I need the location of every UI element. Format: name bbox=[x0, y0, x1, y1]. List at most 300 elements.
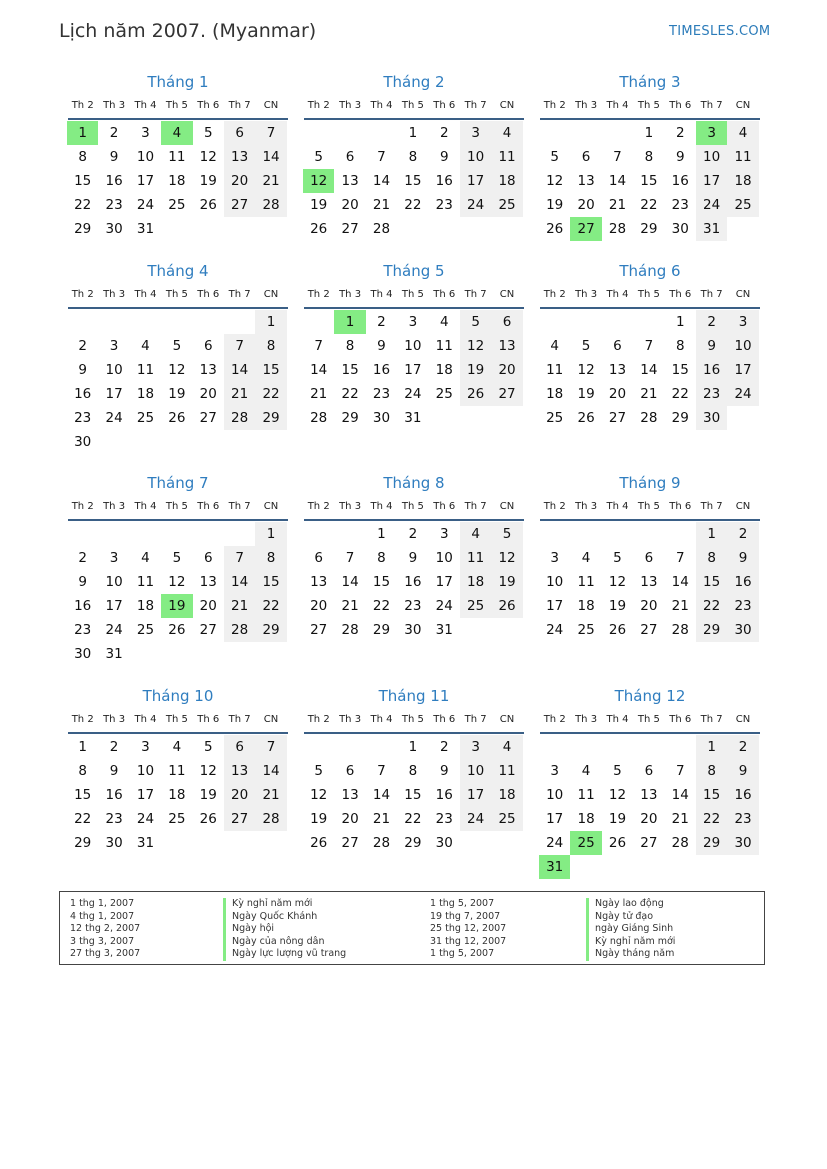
day-cell[interactable]: 12 bbox=[199, 763, 217, 779]
day-cell[interactable]: 13 bbox=[640, 787, 658, 803]
day-cell[interactable]: 20 bbox=[640, 811, 658, 827]
day-cell[interactable]: 31 bbox=[435, 622, 453, 638]
day-cell[interactable]: 19 bbox=[168, 386, 186, 402]
day-cell[interactable]: 4 bbox=[172, 739, 182, 755]
day-cell[interactable]: 28 bbox=[224, 406, 255, 430]
day-cell[interactable]: 6 bbox=[644, 763, 654, 779]
day-cell[interactable]: 5 bbox=[172, 550, 182, 566]
day-cell[interactable]: 25 bbox=[491, 807, 522, 831]
day-cell[interactable]: 13 bbox=[224, 145, 255, 169]
day-cell[interactable]: 24 bbox=[546, 835, 564, 851]
day-cell[interactable]: 20 bbox=[608, 386, 627, 402]
day-cell[interactable]: 19 bbox=[310, 197, 328, 213]
day-cell[interactable]: 18 bbox=[136, 386, 155, 402]
day-cell[interactable]: 26 bbox=[168, 622, 186, 638]
day-cell[interactable]: 24 bbox=[460, 193, 491, 217]
day-cell[interactable]: 25 bbox=[136, 622, 155, 638]
day-cell[interactable]: 15 bbox=[74, 787, 92, 803]
day-cell[interactable]: 21 bbox=[671, 598, 689, 614]
day-cell[interactable]: 22 bbox=[696, 594, 727, 618]
day-cell[interactable]: 15 bbox=[74, 173, 92, 189]
day-cell[interactable]: 5 bbox=[491, 522, 522, 546]
day-cell[interactable]: 30 bbox=[404, 622, 422, 638]
day-cell[interactable]: 13 bbox=[341, 787, 359, 803]
day-cell[interactable]: 21 bbox=[640, 386, 658, 402]
day-cell[interactable]: 18 bbox=[168, 173, 186, 189]
day-cell[interactable]: 31 bbox=[404, 410, 422, 426]
day-cell[interactable]: 4 bbox=[491, 735, 522, 759]
day-cell[interactable]: 17 bbox=[546, 811, 564, 827]
day-cell[interactable]: 4 bbox=[581, 763, 591, 779]
day-cell[interactable]: 14 bbox=[341, 574, 359, 590]
day-cell[interactable]: 10 bbox=[460, 145, 491, 169]
day-cell[interactable]: 28 bbox=[608, 221, 627, 237]
day-cell[interactable]: 21 bbox=[671, 811, 689, 827]
day-cell[interactable]: 14 bbox=[671, 787, 689, 803]
day-cell[interactable]: 2 bbox=[675, 125, 685, 141]
day-cell[interactable]: 20 bbox=[224, 169, 255, 193]
day-cell[interactable]: 27 bbox=[199, 622, 217, 638]
holiday-cell[interactable]: 4 bbox=[161, 121, 192, 145]
day-cell[interactable]: 27 bbox=[310, 622, 328, 638]
day-cell[interactable]: 11 bbox=[435, 338, 453, 354]
day-cell[interactable]: 29 bbox=[372, 622, 391, 638]
day-cell[interactable]: 19 bbox=[310, 811, 328, 827]
day-cell[interactable]: 8 bbox=[255, 546, 286, 570]
day-cell[interactable]: 17 bbox=[696, 169, 727, 193]
day-cell[interactable]: 13 bbox=[577, 173, 595, 189]
day-cell[interactable]: 2 bbox=[727, 522, 758, 546]
day-cell[interactable]: 5 bbox=[203, 739, 213, 755]
day-cell[interactable]: 6 bbox=[224, 121, 255, 145]
day-cell[interactable]: 16 bbox=[105, 787, 123, 803]
day-cell[interactable]: 5 bbox=[550, 149, 559, 165]
day-cell[interactable]: 15 bbox=[404, 787, 422, 803]
day-cell[interactable]: 18 bbox=[577, 598, 595, 614]
day-cell[interactable]: 27 bbox=[341, 221, 359, 237]
day-cell[interactable]: 9 bbox=[78, 574, 87, 590]
day-cell[interactable]: 16 bbox=[105, 173, 123, 189]
day-cell[interactable]: 13 bbox=[640, 574, 658, 590]
day-cell[interactable]: 2 bbox=[439, 125, 449, 141]
day-cell[interactable]: 29 bbox=[255, 406, 286, 430]
day-cell[interactable]: 17 bbox=[435, 574, 453, 590]
day-cell[interactable]: 21 bbox=[224, 382, 255, 406]
day-cell[interactable]: 9 bbox=[696, 334, 727, 358]
day-cell[interactable]: 21 bbox=[255, 783, 286, 807]
day-cell[interactable]: 21 bbox=[372, 197, 391, 213]
day-cell[interactable]: 19 bbox=[608, 598, 627, 614]
day-cell[interactable]: 5 bbox=[460, 310, 491, 334]
day-cell[interactable]: 20 bbox=[341, 811, 359, 827]
day-cell[interactable]: 15 bbox=[404, 173, 422, 189]
holiday-cell[interactable]: 3 bbox=[696, 121, 727, 145]
day-cell[interactable]: 9 bbox=[109, 763, 119, 779]
holiday-cell[interactable]: 25 bbox=[570, 831, 601, 855]
day-cell[interactable]: 27 bbox=[491, 382, 522, 406]
day-cell[interactable]: 23 bbox=[105, 811, 123, 827]
day-cell[interactable]: 10 bbox=[546, 574, 564, 590]
day-cell[interactable]: 17 bbox=[105, 386, 123, 402]
day-cell[interactable]: 29 bbox=[640, 221, 658, 237]
day-cell[interactable]: 23 bbox=[696, 382, 727, 406]
day-cell[interactable]: 13 bbox=[608, 362, 627, 378]
day-cell[interactable]: 19 bbox=[460, 358, 491, 382]
day-cell[interactable]: 4 bbox=[550, 338, 559, 354]
day-cell[interactable]: 5 bbox=[613, 763, 622, 779]
day-cell[interactable]: 18 bbox=[168, 787, 186, 803]
day-cell[interactable]: 28 bbox=[310, 410, 328, 426]
day-cell[interactable]: 18 bbox=[491, 783, 522, 807]
day-cell[interactable]: 30 bbox=[696, 406, 727, 430]
day-cell[interactable]: 25 bbox=[168, 811, 186, 827]
day-cell[interactable]: 3 bbox=[408, 314, 418, 330]
day-cell[interactable]: 15 bbox=[255, 358, 286, 382]
day-cell[interactable]: 20 bbox=[224, 783, 255, 807]
day-cell[interactable]: 8 bbox=[696, 759, 727, 783]
day-cell[interactable]: 29 bbox=[255, 618, 286, 642]
day-cell[interactable]: 2 bbox=[109, 125, 119, 141]
day-cell[interactable]: 22 bbox=[696, 807, 727, 831]
day-cell[interactable]: 18 bbox=[460, 570, 491, 594]
day-cell[interactable]: 12 bbox=[168, 362, 186, 378]
day-cell[interactable]: 7 bbox=[224, 546, 255, 570]
day-cell[interactable]: 20 bbox=[310, 598, 328, 614]
day-cell[interactable]: 29 bbox=[341, 410, 359, 426]
day-cell[interactable]: 22 bbox=[372, 598, 391, 614]
day-cell[interactable]: 6 bbox=[203, 338, 213, 354]
day-cell[interactable]: 22 bbox=[74, 197, 92, 213]
day-cell[interactable]: 28 bbox=[341, 622, 359, 638]
day-cell[interactable]: 21 bbox=[372, 811, 391, 827]
day-cell[interactable]: 1 bbox=[255, 310, 286, 334]
day-cell[interactable]: 6 bbox=[314, 550, 323, 566]
day-cell[interactable]: 1 bbox=[644, 125, 654, 141]
day-cell[interactable]: 25 bbox=[460, 594, 491, 618]
day-cell[interactable]: 1 bbox=[696, 735, 727, 759]
day-cell[interactable]: 5 bbox=[581, 338, 591, 354]
day-cell[interactable]: 17 bbox=[136, 173, 155, 189]
day-cell[interactable]: 15 bbox=[696, 570, 727, 594]
day-cell[interactable]: 23 bbox=[727, 594, 758, 618]
day-cell[interactable]: 2 bbox=[439, 739, 449, 755]
day-cell[interactable]: 20 bbox=[491, 358, 522, 382]
holiday-cell[interactable]: 31 bbox=[539, 855, 570, 879]
day-cell[interactable]: 20 bbox=[341, 197, 359, 213]
day-cell[interactable]: 7 bbox=[377, 763, 386, 779]
day-cell[interactable]: 17 bbox=[727, 358, 758, 382]
day-cell[interactable]: 14 bbox=[255, 145, 286, 169]
day-cell[interactable]: 19 bbox=[199, 787, 217, 803]
day-cell[interactable]: 16 bbox=[727, 783, 758, 807]
day-cell[interactable]: 7 bbox=[224, 334, 255, 358]
day-cell[interactable]: 18 bbox=[435, 362, 453, 378]
day-cell[interactable]: 1 bbox=[377, 526, 386, 542]
holiday-cell[interactable]: 19 bbox=[161, 594, 192, 618]
day-cell[interactable]: 3 bbox=[109, 550, 119, 566]
day-cell[interactable]: 25 bbox=[168, 197, 186, 213]
day-cell[interactable]: 29 bbox=[696, 618, 727, 642]
day-cell[interactable]: 16 bbox=[671, 173, 689, 189]
day-cell[interactable]: 22 bbox=[404, 811, 422, 827]
day-cell[interactable]: 29 bbox=[696, 831, 727, 855]
day-cell[interactable]: 1 bbox=[255, 522, 286, 546]
day-cell[interactable]: 17 bbox=[105, 598, 123, 614]
day-cell[interactable]: 24 bbox=[696, 193, 727, 217]
day-cell[interactable]: 25 bbox=[546, 410, 564, 426]
day-cell[interactable]: 27 bbox=[640, 835, 658, 851]
day-cell[interactable]: 1 bbox=[408, 125, 418, 141]
day-cell[interactable]: 2 bbox=[78, 338, 87, 354]
day-cell[interactable]: 11 bbox=[460, 546, 491, 570]
day-cell[interactable]: 9 bbox=[727, 546, 758, 570]
day-cell[interactable]: 28 bbox=[372, 835, 391, 851]
day-cell[interactable]: 31 bbox=[696, 217, 727, 241]
day-cell[interactable]: 24 bbox=[136, 197, 155, 213]
day-cell[interactable]: 23 bbox=[372, 386, 391, 402]
day-cell[interactable]: 9 bbox=[78, 362, 87, 378]
day-cell[interactable]: 16 bbox=[404, 574, 422, 590]
day-cell[interactable]: 20 bbox=[640, 598, 658, 614]
day-cell[interactable]: 12 bbox=[168, 574, 186, 590]
day-cell[interactable]: 3 bbox=[550, 763, 559, 779]
day-cell[interactable]: 30 bbox=[74, 646, 92, 662]
day-cell[interactable]: 25 bbox=[577, 622, 595, 638]
day-cell[interactable]: 6 bbox=[203, 550, 213, 566]
day-cell[interactable]: 16 bbox=[696, 358, 727, 382]
day-cell[interactable]: 6 bbox=[613, 338, 622, 354]
day-cell[interactable]: 24 bbox=[435, 598, 453, 614]
day-cell[interactable]: 23 bbox=[105, 197, 123, 213]
day-cell[interactable]: 13 bbox=[199, 362, 217, 378]
day-cell[interactable]: 19 bbox=[491, 570, 522, 594]
day-cell[interactable]: 14 bbox=[372, 787, 391, 803]
day-cell[interactable]: 3 bbox=[109, 338, 119, 354]
day-cell[interactable]: 27 bbox=[199, 410, 217, 426]
day-cell[interactable]: 3 bbox=[460, 121, 491, 145]
day-cell[interactable]: 28 bbox=[224, 618, 255, 642]
day-cell[interactable]: 30 bbox=[105, 221, 123, 237]
day-cell[interactable]: 24 bbox=[404, 386, 422, 402]
day-cell[interactable]: 16 bbox=[435, 787, 453, 803]
day-cell[interactable]: 26 bbox=[310, 221, 328, 237]
day-cell[interactable]: 26 bbox=[608, 835, 627, 851]
day-cell[interactable]: 11 bbox=[168, 149, 186, 165]
day-cell[interactable]: 27 bbox=[224, 807, 255, 831]
day-cell[interactable]: 30 bbox=[671, 221, 689, 237]
day-cell[interactable]: 22 bbox=[255, 594, 286, 618]
day-cell[interactable]: 12 bbox=[608, 574, 627, 590]
day-cell[interactable]: 23 bbox=[727, 807, 758, 831]
day-cell[interactable]: 8 bbox=[408, 763, 418, 779]
day-cell[interactable]: 28 bbox=[671, 835, 689, 851]
day-cell[interactable]: 29 bbox=[404, 835, 422, 851]
day-cell[interactable]: 12 bbox=[460, 334, 491, 358]
day-cell[interactable]: 14 bbox=[640, 362, 658, 378]
holiday-cell[interactable]: 27 bbox=[570, 217, 601, 241]
day-cell[interactable]: 8 bbox=[644, 149, 654, 165]
day-cell[interactable]: 8 bbox=[345, 338, 355, 354]
day-cell[interactable]: 30 bbox=[74, 434, 92, 450]
day-cell[interactable]: 21 bbox=[224, 594, 255, 618]
day-cell[interactable]: 23 bbox=[435, 197, 453, 213]
day-cell[interactable]: 20 bbox=[199, 386, 217, 402]
day-cell[interactable]: 3 bbox=[141, 125, 150, 141]
day-cell[interactable]: 29 bbox=[671, 410, 689, 426]
day-cell[interactable]: 4 bbox=[581, 550, 591, 566]
day-cell[interactable]: 8 bbox=[78, 763, 87, 779]
day-cell[interactable]: 15 bbox=[696, 783, 727, 807]
day-cell[interactable]: 17 bbox=[136, 787, 155, 803]
day-cell[interactable]: 6 bbox=[491, 310, 522, 334]
day-cell[interactable]: 12 bbox=[546, 173, 564, 189]
day-cell[interactable]: 14 bbox=[255, 759, 286, 783]
day-cell[interactable]: 17 bbox=[460, 169, 491, 193]
day-cell[interactable]: 19 bbox=[199, 173, 217, 189]
day-cell[interactable]: 12 bbox=[577, 362, 595, 378]
day-cell[interactable]: 14 bbox=[372, 173, 391, 189]
day-cell[interactable]: 9 bbox=[675, 149, 685, 165]
day-cell[interactable]: 27 bbox=[608, 410, 627, 426]
day-cell[interactable]: 11 bbox=[577, 574, 595, 590]
day-cell[interactable]: 17 bbox=[404, 362, 422, 378]
day-cell[interactable]: 30 bbox=[435, 835, 453, 851]
day-cell[interactable]: 30 bbox=[105, 835, 123, 851]
day-cell[interactable]: 15 bbox=[372, 574, 391, 590]
day-cell[interactable]: 15 bbox=[341, 362, 359, 378]
day-cell[interactable]: 6 bbox=[224, 735, 255, 759]
day-cell[interactable]: 23 bbox=[404, 598, 422, 614]
day-cell[interactable]: 26 bbox=[491, 594, 522, 618]
day-cell[interactable]: 10 bbox=[460, 759, 491, 783]
site-link[interactable]: TIMESLES.COM bbox=[669, 24, 771, 39]
day-cell[interactable]: 23 bbox=[74, 410, 92, 426]
day-cell[interactable]: 18 bbox=[577, 811, 595, 827]
day-cell[interactable]: 26 bbox=[310, 835, 328, 851]
day-cell[interactable]: 13 bbox=[199, 574, 217, 590]
day-cell[interactable]: 7 bbox=[314, 338, 323, 354]
day-cell[interactable]: 2 bbox=[377, 314, 386, 330]
day-cell[interactable]: 4 bbox=[460, 522, 491, 546]
holiday-cell[interactable]: 1 bbox=[67, 121, 98, 145]
day-cell[interactable]: 16 bbox=[727, 570, 758, 594]
day-cell[interactable]: 11 bbox=[168, 763, 186, 779]
day-cell[interactable]: 9 bbox=[439, 149, 449, 165]
day-cell[interactable]: 8 bbox=[377, 550, 386, 566]
holiday-cell[interactable]: 1 bbox=[334, 310, 365, 334]
day-cell[interactable]: 26 bbox=[608, 622, 627, 638]
day-cell[interactable]: 28 bbox=[255, 807, 286, 831]
day-cell[interactable]: 10 bbox=[696, 145, 727, 169]
day-cell[interactable]: 21 bbox=[255, 169, 286, 193]
day-cell[interactable]: 10 bbox=[136, 763, 155, 779]
day-cell[interactable]: 4 bbox=[491, 121, 522, 145]
day-cell[interactable]: 2 bbox=[78, 550, 87, 566]
day-cell[interactable]: 26 bbox=[199, 811, 217, 827]
day-cell[interactable]: 11 bbox=[136, 574, 155, 590]
day-cell[interactable]: 10 bbox=[105, 574, 123, 590]
day-cell[interactable]: 21 bbox=[341, 598, 359, 614]
day-cell[interactable]: 27 bbox=[640, 622, 658, 638]
day-cell[interactable]: 6 bbox=[345, 763, 355, 779]
day-cell[interactable]: 4 bbox=[439, 314, 449, 330]
day-cell[interactable]: 18 bbox=[727, 169, 758, 193]
day-cell[interactable]: 10 bbox=[727, 334, 758, 358]
day-cell[interactable]: 14 bbox=[224, 358, 255, 382]
day-cell[interactable]: 2 bbox=[696, 310, 727, 334]
day-cell[interactable]: 20 bbox=[577, 197, 595, 213]
day-cell[interactable]: 16 bbox=[372, 362, 391, 378]
day-cell[interactable]: 3 bbox=[460, 735, 491, 759]
day-cell[interactable]: 10 bbox=[435, 550, 453, 566]
day-cell[interactable]: 26 bbox=[168, 410, 186, 426]
day-cell[interactable]: 30 bbox=[727, 831, 758, 855]
day-cell[interactable]: 19 bbox=[608, 811, 627, 827]
day-cell[interactable]: 25 bbox=[435, 386, 453, 402]
day-cell[interactable]: 27 bbox=[224, 193, 255, 217]
day-cell[interactable]: 9 bbox=[727, 759, 758, 783]
day-cell[interactable]: 22 bbox=[341, 386, 359, 402]
day-cell[interactable]: 11 bbox=[546, 362, 564, 378]
day-cell[interactable]: 2 bbox=[408, 526, 418, 542]
day-cell[interactable]: 17 bbox=[546, 598, 564, 614]
day-cell[interactable]: 23 bbox=[74, 622, 92, 638]
day-cell[interactable]: 18 bbox=[546, 386, 564, 402]
day-cell[interactable]: 30 bbox=[372, 410, 391, 426]
day-cell[interactable]: 28 bbox=[372, 221, 391, 237]
day-cell[interactable]: 10 bbox=[404, 338, 422, 354]
day-cell[interactable]: 26 bbox=[546, 221, 564, 237]
day-cell[interactable]: 9 bbox=[109, 149, 119, 165]
day-cell[interactable]: 8 bbox=[255, 334, 286, 358]
day-cell[interactable]: 25 bbox=[136, 410, 155, 426]
day-cell[interactable]: 30 bbox=[727, 618, 758, 642]
day-cell[interactable]: 9 bbox=[439, 763, 449, 779]
day-cell[interactable]: 23 bbox=[671, 197, 689, 213]
day-cell[interactable]: 15 bbox=[671, 362, 689, 378]
day-cell[interactable]: 6 bbox=[644, 550, 654, 566]
day-cell[interactable]: 5 bbox=[613, 550, 622, 566]
day-cell[interactable]: 7 bbox=[675, 550, 685, 566]
day-cell[interactable]: 13 bbox=[310, 574, 328, 590]
day-cell[interactable]: 28 bbox=[255, 193, 286, 217]
day-cell[interactable]: 5 bbox=[314, 149, 323, 165]
day-cell[interactable]: 8 bbox=[675, 338, 685, 354]
day-cell[interactable]: 3 bbox=[439, 526, 449, 542]
day-cell[interactable]: 24 bbox=[105, 622, 123, 638]
day-cell[interactable]: 31 bbox=[105, 646, 123, 662]
day-cell[interactable]: 22 bbox=[640, 197, 658, 213]
day-cell[interactable]: 12 bbox=[491, 546, 522, 570]
day-cell[interactable]: 5 bbox=[203, 125, 213, 141]
day-cell[interactable]: 27 bbox=[341, 835, 359, 851]
day-cell[interactable]: 11 bbox=[577, 787, 595, 803]
day-cell[interactable]: 14 bbox=[224, 570, 255, 594]
day-cell[interactable]: 5 bbox=[172, 338, 182, 354]
day-cell[interactable]: 26 bbox=[577, 410, 595, 426]
day-cell[interactable]: 24 bbox=[546, 622, 564, 638]
day-cell[interactable]: 15 bbox=[640, 173, 658, 189]
day-cell[interactable]: 1 bbox=[78, 739, 87, 755]
day-cell[interactable]: 2 bbox=[727, 735, 758, 759]
day-cell[interactable]: 25 bbox=[727, 193, 758, 217]
day-cell[interactable]: 7 bbox=[255, 735, 286, 759]
day-cell[interactable]: 24 bbox=[136, 811, 155, 827]
day-cell[interactable]: 7 bbox=[377, 149, 386, 165]
day-cell[interactable]: 26 bbox=[199, 197, 217, 213]
day-cell[interactable]: 11 bbox=[727, 145, 758, 169]
day-cell[interactable]: 2 bbox=[109, 739, 119, 755]
